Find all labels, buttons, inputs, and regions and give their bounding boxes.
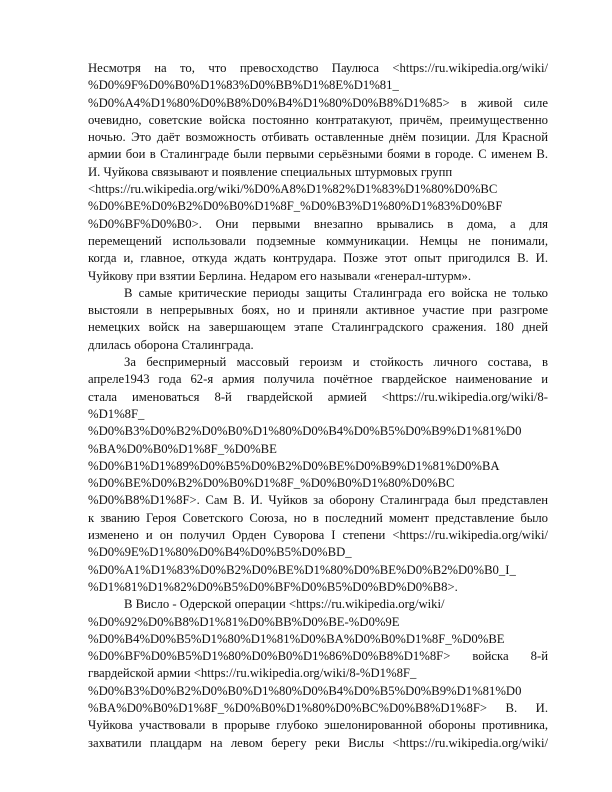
text-line: %D0%B3%D0%B2%D0%B0%D1%80%D0%B4%D0%B5%D0%B9%D1%81%D0 xyxy=(88,424,522,439)
text-line: И. Чуйкова связывают и появление специальных штурмовых групп xyxy=(88,164,453,179)
text-line: %D0%92%D0%B8%D1%81%D0%BB%D0%BE-%D0%9E xyxy=(88,614,400,629)
text-line: За беспримерный массовый героизм и стойкость личного состава, в xyxy=(124,355,548,370)
text-line: Несмотря на то, что превосходство Паулюса <https://ru.wikipedia.org/wiki/ xyxy=(88,61,548,75)
text-line: %D0%BF%D0%B0>. Они первыми внезапно врывались в дома, а для xyxy=(88,216,548,231)
text-line: %D0%9E%D1%80%D0%B4%D0%B5%D0%BD_ xyxy=(88,545,352,560)
text-line: длилась оборона Сталинграда. xyxy=(88,337,254,352)
text-line: Чуйкову при взятии Берлина. Недаром его называли «генерал-штурм». xyxy=(88,268,471,283)
text-line: %D0%BF%D0%B5%D1%80%D0%B0%D1%86%D0%B8%D1%8F> войска 8-й xyxy=(88,649,548,664)
document-body-text xyxy=(88,60,548,752)
text-line: к званию Героя Советского Союза, но в последний момент представление было xyxy=(88,510,548,525)
text-line: %D0%BE%D0%B2%D0%B0%D1%8F_%D0%B3%D1%80%D1%83%D0%BF xyxy=(88,199,503,214)
text-line: изменено и он получил Орден Суворова I степени <https://ru.wikipedia.org/wiki/ xyxy=(88,528,548,543)
text-line: %D0%B1%D1%89%D0%B5%D0%B2%D0%BE%D0%B9%D1%81%D0%BA xyxy=(88,458,500,473)
text-line: захватили плацдарм на левом берегу реки Вислы <https://ru.wikipedia.org/wiki/ xyxy=(88,735,548,750)
text-line: В самые критические периоды защиты Сталинграда его войска не только xyxy=(124,285,548,300)
text-line: <https://ru.wikipedia.org/wiki/%D0%A8%D1%82%D1%83%D1%80%D0%BC xyxy=(88,182,498,197)
text-line: немецких войск на завершающем этапе Сталинградского сражения. 180 дней xyxy=(88,320,548,335)
text-line: Чуйкова участвовали в прорыве глубоко эшелонированной обороны противника, xyxy=(88,718,548,733)
text-line: %D0%A1%D1%83%D0%B2%D0%BE%D1%80%D0%BE%D0%B2%D0%B0_I_ xyxy=(88,562,516,577)
text-line: армии бои в Сталинграде были первыми серьёзными боями в городе. С именем В. xyxy=(88,147,548,162)
text-line: %D1%8F_ xyxy=(88,406,145,421)
text-line: гвардейской армии <https://ru.wikipedia.org/wiki/8-%D1%8F_ xyxy=(88,666,417,681)
text-line: %BA%D0%B0%D1%8F_%D0%B0%D1%80%D0%BC%D0%B8%D1%8F> В. И. xyxy=(88,700,548,715)
text-line: %D0%B3%D0%B2%D0%B0%D1%80%D0%B4%D0%B5%D0%B9%D1%81%D0 xyxy=(88,683,522,698)
text-line: В Висло - Одерской операции <https://ru.wikipedia.org/wiki/ xyxy=(124,597,445,612)
text-line: %D0%B8%D1%8F>. Сам В. И. Чуйков за оборону Сталинграда был представлен xyxy=(88,493,548,508)
text-line: %D0%A4%D1%80%D0%B8%D0%B4%D1%80%D0%B8%D1%85> в живой силе xyxy=(88,95,548,110)
text-line: %D0%B4%D0%B5%D1%80%D1%81%D0%BA%D0%B0%D1%8F_%D0%BE xyxy=(88,631,505,646)
text-line: %D0%9F%D0%B0%D1%83%D0%BB%D1%8E%D1%81_ xyxy=(88,78,399,93)
text-line: перемещений использовали подземные коммуникации. Немцы не понимали, xyxy=(88,233,548,248)
text-line: ночью. Это даёт возможность отбивать оставленные днём позиции. Для Красной xyxy=(88,130,548,145)
text-line: стала именоваться 8-й гвардейской армией <https://ru.wikipedia.org/wiki/8- xyxy=(88,389,548,404)
text-line: очевидно, советские войска постоянно контратакуют, причём, преимущественно xyxy=(88,112,548,127)
text-line: %BA%D0%B0%D1%8F_%D0%BE xyxy=(88,441,277,456)
text-line: когда и, главное, откуда ждать контрудара. Позже этот опыт пригодился В. И. xyxy=(88,251,548,266)
text-line: выстояли в непрерывных боях, но и приняли активное участие при разгроме xyxy=(88,303,548,318)
text-line: %D0%BE%D0%B2%D0%B0%D1%8F_%D0%B0%D1%80%D0%BC xyxy=(88,476,455,491)
text-line: %D1%81%D1%82%D0%B5%D0%BF%D0%B5%D0%BD%D0%B8>. xyxy=(88,579,458,594)
text-line: апреле1943 года 62-я армия получила почётное гвардейское наименование и xyxy=(88,372,548,387)
